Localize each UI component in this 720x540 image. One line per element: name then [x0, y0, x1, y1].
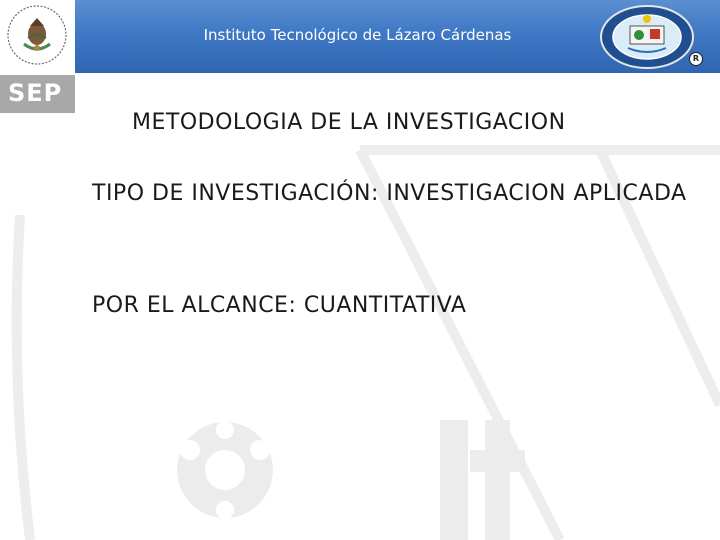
sep-logo [0, 75, 75, 113]
institution-title: Instituto Tecnológico de Lázaro Cárdenas [203, 26, 512, 44]
paragraph-research-scope: POR EL ALCANCE: CUANTITATIVA [92, 293, 467, 318]
mexican-coat-of-arms-icon [6, 4, 68, 66]
institute-crest-icon [598, 4, 696, 70]
paragraph-research-type: TIPO DE INVESTIGACIÓN: INVESTIGACION APLICADA [92, 181, 687, 206]
slide-title: METODOLOGIA DE LA INVESTIGACION [132, 110, 566, 135]
sep-logo-text: SEP [8, 79, 63, 107]
seal-container [0, 0, 75, 73]
registered-mark-icon: R [689, 52, 703, 66]
